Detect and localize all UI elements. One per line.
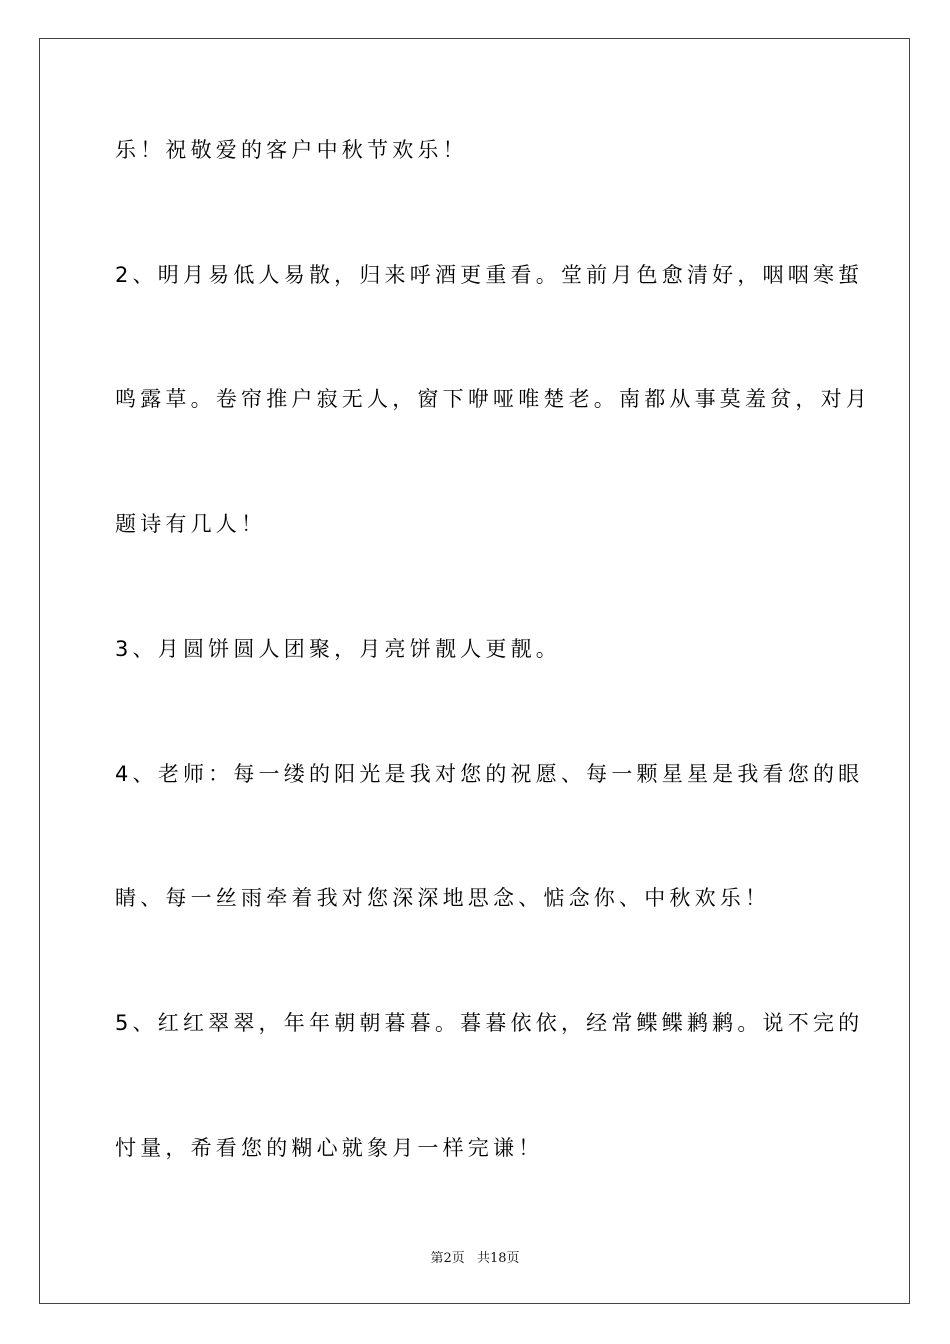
text-line: 鸣露草。卷帘推户寂无人，窗下咿哑唯楚老。南都从事莫羞贫，对月: [115, 387, 871, 411]
text-line: 忖量，希看您的糊心就象月一样完谦！: [115, 1136, 544, 1160]
text-line: 乐！祝敬爱的客户中秋节欢乐！: [115, 138, 468, 162]
page-number: 第2页: [430, 1251, 465, 1266]
text-line: 5、红红翠翠，年年朝朝暮暮。暮暮依依，经常鲽鲽鹣鹣。说不完的: [115, 1011, 864, 1035]
text-line: 3、月圆饼圆人团聚，月亮饼靓人更靓。: [115, 637, 561, 661]
text-line: 题诗有几人！: [115, 512, 267, 536]
text-line: 4、老师：每一缕的阳光是我对您的祝愿、每一颗星星是我看您的眼: [115, 762, 864, 786]
page-total: 共18页: [476, 1251, 520, 1266]
page-border: [39, 38, 910, 1304]
text-line: 睛、每一丝雨牵着我对您深深地思念、惦念你、中秋欢乐！: [115, 886, 771, 910]
text-line: 2、明月易低人易散，归来呼酒更重看。堂前月色愈清好，咽咽寒蜇: [115, 263, 864, 287]
page-footer: [0, 1247, 950, 1266]
